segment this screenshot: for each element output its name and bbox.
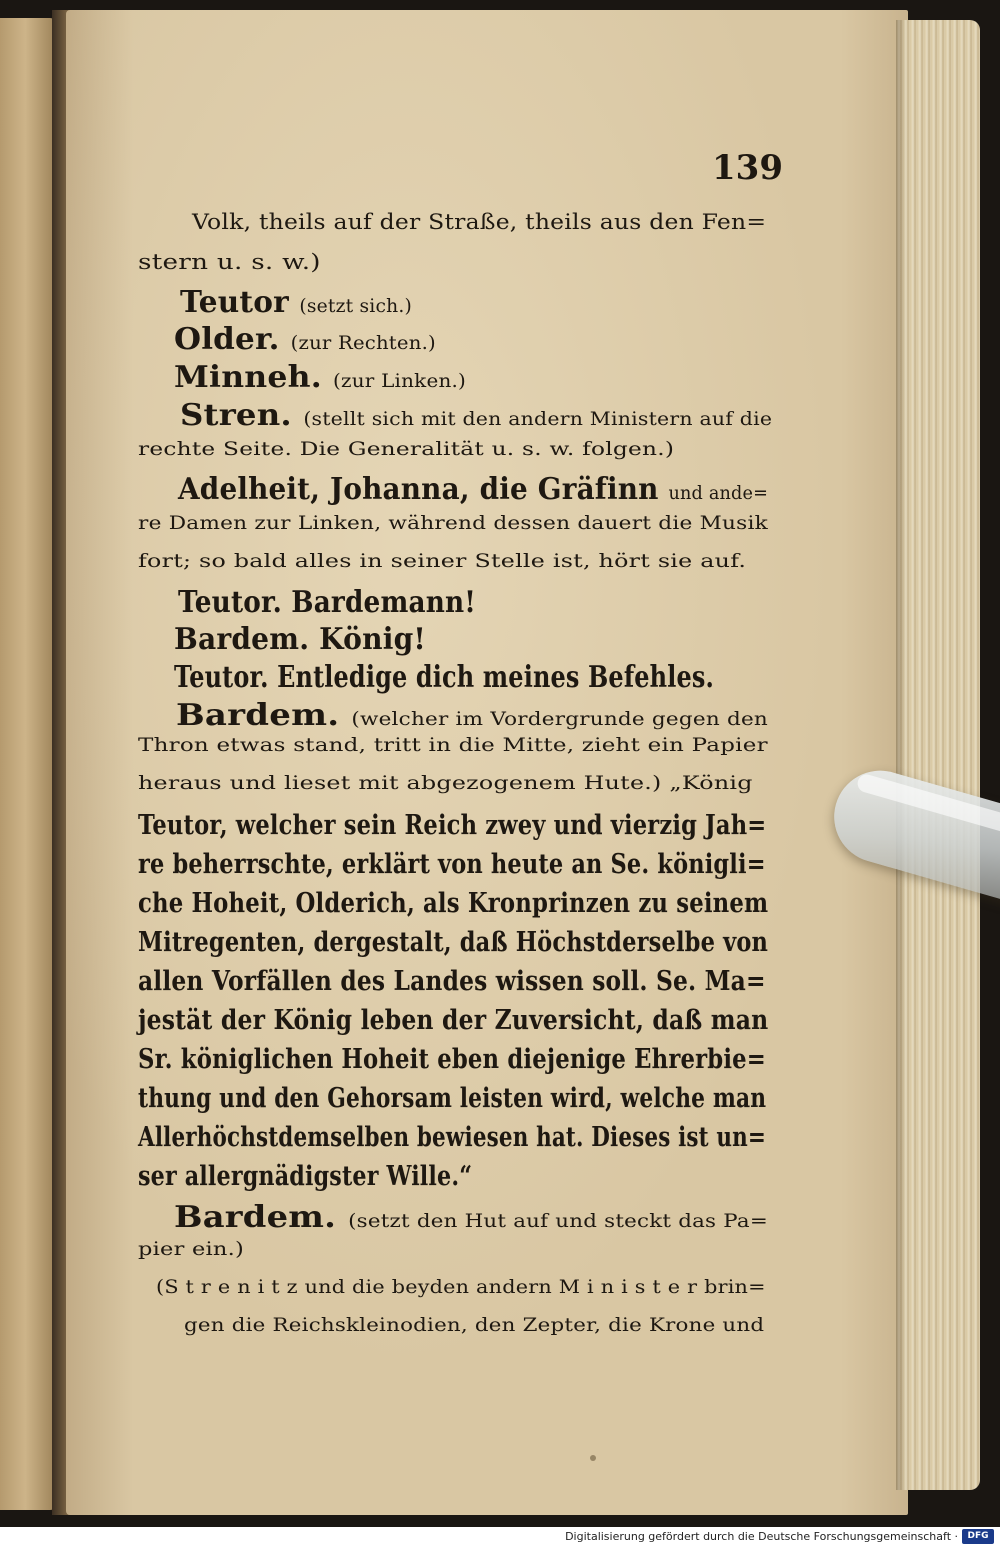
- text-segment: allen Vorfällen des Landes wissen soll. Se. Ma=: [138, 966, 766, 997]
- text-line: [138, 849, 766, 880]
- footer-credit: Digitalisierung gefördert durch die Deutsche Forschungsgemeinschaft ·: [565, 1530, 958, 1543]
- stage-direction: Thron etwas stand, tritt in die Mitte, zieht ein Papier: [138, 734, 768, 756]
- text-segment: stern u. s. w.): [138, 250, 321, 274]
- text-line: [138, 1083, 766, 1114]
- speaker-name: Minneh.: [174, 360, 334, 395]
- text-segment: jestät der König leben der Zuversicht, daß man: [138, 1005, 769, 1036]
- text-segment: Sr. königlichen Hoheit eben diejenige Ehrerbie=: [138, 1044, 766, 1075]
- speaker-name: Bardem.: [176, 698, 352, 733]
- text-segment: ser allergnädigster Wille.“: [138, 1161, 473, 1192]
- text-line: [174, 622, 426, 657]
- text-line: [138, 1238, 244, 1260]
- stage-direction: pier ein.): [138, 1238, 245, 1260]
- text-line: [138, 734, 768, 756]
- speaker-name: Bardem.: [174, 1200, 349, 1235]
- text-line: [138, 966, 766, 997]
- text-line: [138, 1044, 766, 1075]
- text-line: [138, 772, 753, 794]
- text-line: [180, 285, 412, 320]
- speaker-name: Older.: [174, 322, 291, 357]
- footer-bar: [0, 1527, 1000, 1547]
- text-segment: Teutor, welcher sein Reich zwey und vierzig Jah=: [138, 810, 767, 841]
- stage-direction: rechte Seite. Die Generalität u. s. w. folgen.): [138, 438, 675, 460]
- stage-direction: (zur Linken.): [333, 370, 467, 392]
- text-line: [138, 250, 321, 274]
- text-segment: thung und den Gehorsam leisten wird, welche man: [138, 1083, 767, 1114]
- stage-direction: gen die Reichskleinodien, den Zepter, die Krone und: [184, 1314, 765, 1336]
- speaker-name: Teutor. Entledige dich meines Befehles.: [174, 660, 715, 695]
- stage-direction: (S t r e n i t z und die beyden andern M i n i s t e r brin=: [156, 1276, 766, 1298]
- text-line: [156, 1276, 766, 1298]
- text-segment: re beherrschte, erklärt von heute an Se. königli=: [138, 849, 766, 880]
- text-line: [176, 698, 768, 733]
- text-line: [138, 550, 746, 572]
- dfg-logo: DFG: [962, 1529, 994, 1544]
- text-line: [178, 585, 476, 620]
- speaker-name: Stren.: [180, 398, 304, 433]
- text-line: [138, 512, 768, 534]
- text-line: [174, 360, 466, 395]
- stage-direction: (setzt sich.): [299, 295, 413, 317]
- text-line: [138, 1005, 768, 1036]
- text-line: [138, 927, 768, 958]
- stage-direction: (stellt sich mit den andern Ministern auf die: [303, 408, 773, 430]
- text-line: [138, 888, 768, 919]
- text-line: [184, 1314, 764, 1336]
- text-line: [138, 1161, 472, 1192]
- stage-direction: und ande=: [668, 482, 769, 504]
- text-line: [192, 210, 766, 234]
- text-segment: che Hoheit, Olderich, als Kronprinzen zu seinem: [138, 888, 769, 919]
- text-line: [174, 660, 714, 695]
- text-line: [178, 472, 768, 507]
- stage-direction: (setzt den Hut auf und steckt das Pa=: [348, 1210, 768, 1232]
- speaker-name: Bardem. König!: [174, 622, 426, 657]
- stage-direction: (zur Rechten.): [290, 332, 436, 354]
- text-segment: Allerhöchstdemselben bewiesen hat. Dieses ist un=: [138, 1122, 767, 1153]
- speaker-name: Teutor. Bardemann!: [178, 585, 477, 620]
- text-line: [174, 1200, 768, 1235]
- stage-direction: heraus und lieset mit abgezogenem Hute.) „König: [138, 772, 753, 794]
- text-segment: Mitregenten, dergestalt, daß Höchstderselbe von: [138, 927, 769, 958]
- text-line: [180, 398, 772, 433]
- page-number: 139: [712, 148, 783, 188]
- text-line: [138, 1122, 766, 1153]
- speaker-name: Teutor: [180, 285, 300, 320]
- speaker-name: Adelheit, Johanna, die Gräfinn: [178, 472, 669, 507]
- text-line: [138, 810, 766, 841]
- stage-direction: re Damen zur Linken, während dessen dauert die Musik: [138, 512, 768, 534]
- stage-direction: (welcher im Vordergrunde gegen den: [351, 708, 769, 730]
- text-segment: Volk, theils auf der Straße, theils aus den Fen=: [192, 210, 767, 234]
- stage-direction: fort; so bald alles in seiner Stelle ist, hört sie auf.: [138, 550, 747, 572]
- text-line: [138, 438, 674, 460]
- text-line: [174, 322, 436, 357]
